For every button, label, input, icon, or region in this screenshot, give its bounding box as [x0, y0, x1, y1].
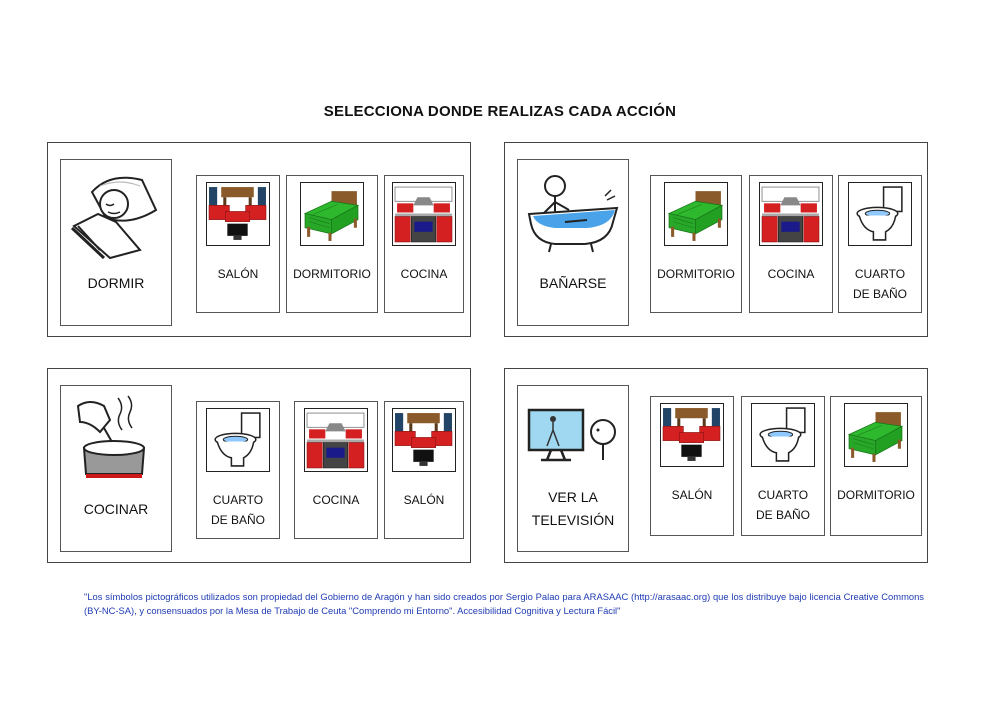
action-label: DORMIR — [87, 275, 145, 291]
living-room-icon — [392, 408, 456, 472]
option-label: DORMITORIO — [837, 488, 915, 502]
activity-panel-ver-la-television — [504, 368, 928, 563]
option-card-dormitorio[interactable] — [650, 175, 742, 313]
option-card-cuarto-de-bano[interactable] — [838, 175, 922, 313]
action-card-ver-la-television — [517, 385, 629, 552]
option-label: DORMITORIO — [293, 267, 371, 281]
option-card-cocina[interactable] — [384, 175, 464, 313]
option-label: CUARTO DE BAÑO — [852, 267, 907, 301]
option-label: COCINA — [400, 267, 448, 281]
kitchen-icon — [304, 408, 368, 472]
option-label: SALÓN — [403, 493, 445, 507]
option-label: COCINA — [767, 267, 815, 281]
action-card-dormir — [60, 159, 172, 326]
page-title: SELECCIONA DONDE REALIZAS CADA ACCIÓN — [323, 103, 677, 120]
action-label: COCINAR — [83, 501, 149, 517]
activity-panel-cocinar — [47, 368, 471, 563]
cooking-pot-icon — [70, 392, 162, 484]
option-label: CUARTO DE BAÑO — [755, 488, 810, 522]
living-room-icon — [206, 182, 270, 246]
kitchen-icon — [759, 182, 823, 246]
action-label: VER LA TELEVISIÓN — [531, 489, 615, 528]
activity-panel-dormir — [47, 142, 471, 337]
option-card-dormitorio[interactable] — [830, 396, 922, 536]
option-label: SALÓN — [217, 267, 259, 281]
option-label: DORMITORIO — [657, 267, 735, 281]
option-card-dormitorio[interactable] — [286, 175, 378, 313]
watching-tv-icon — [525, 402, 621, 476]
living-room-icon — [660, 403, 724, 467]
sleeping-person-icon — [70, 170, 162, 262]
activity-panel-banarse — [504, 142, 928, 337]
option-card-salon[interactable] — [196, 175, 280, 313]
option-card-salon[interactable] — [384, 401, 464, 539]
bedroom-icon — [300, 182, 364, 246]
option-label: SALÓN — [671, 488, 713, 502]
bedroom-icon — [844, 403, 908, 467]
option-label: COCINA — [312, 493, 360, 507]
kitchen-icon — [392, 182, 456, 246]
action-label: BAÑARSE — [539, 275, 607, 291]
option-card-cuarto-de-bano[interactable] — [196, 401, 280, 539]
bathing-person-icon — [525, 170, 621, 256]
option-card-salon[interactable] — [650, 396, 734, 536]
bathroom-icon — [206, 408, 270, 472]
option-label: CUARTO DE BAÑO — [210, 493, 265, 527]
option-card-cocina[interactable] — [294, 401, 378, 539]
option-card-cocina[interactable] — [749, 175, 833, 313]
option-card-cuarto-de-bano[interactable] — [741, 396, 825, 536]
bathroom-icon — [751, 403, 815, 467]
action-card-cocinar — [60, 385, 172, 552]
attribution-footer: "Los símbolos pictográficos utilizados son propiedad del Gobierno de Aragón y han sido creados por Sergio Palao para ARASAAC (http://arasaac.org) que los distribuye bajo licencia Creative Commons (BY-NC-SA), y consensuados por la Mesa de Trabajo de Ceuta "Comprendo mi Entorno". Accesibilidad Cognitiva y Lectura Fácil" — [84, 591, 924, 616]
bathroom-icon — [848, 182, 912, 246]
bedroom-icon — [664, 182, 728, 246]
action-card-banarse — [517, 159, 629, 326]
